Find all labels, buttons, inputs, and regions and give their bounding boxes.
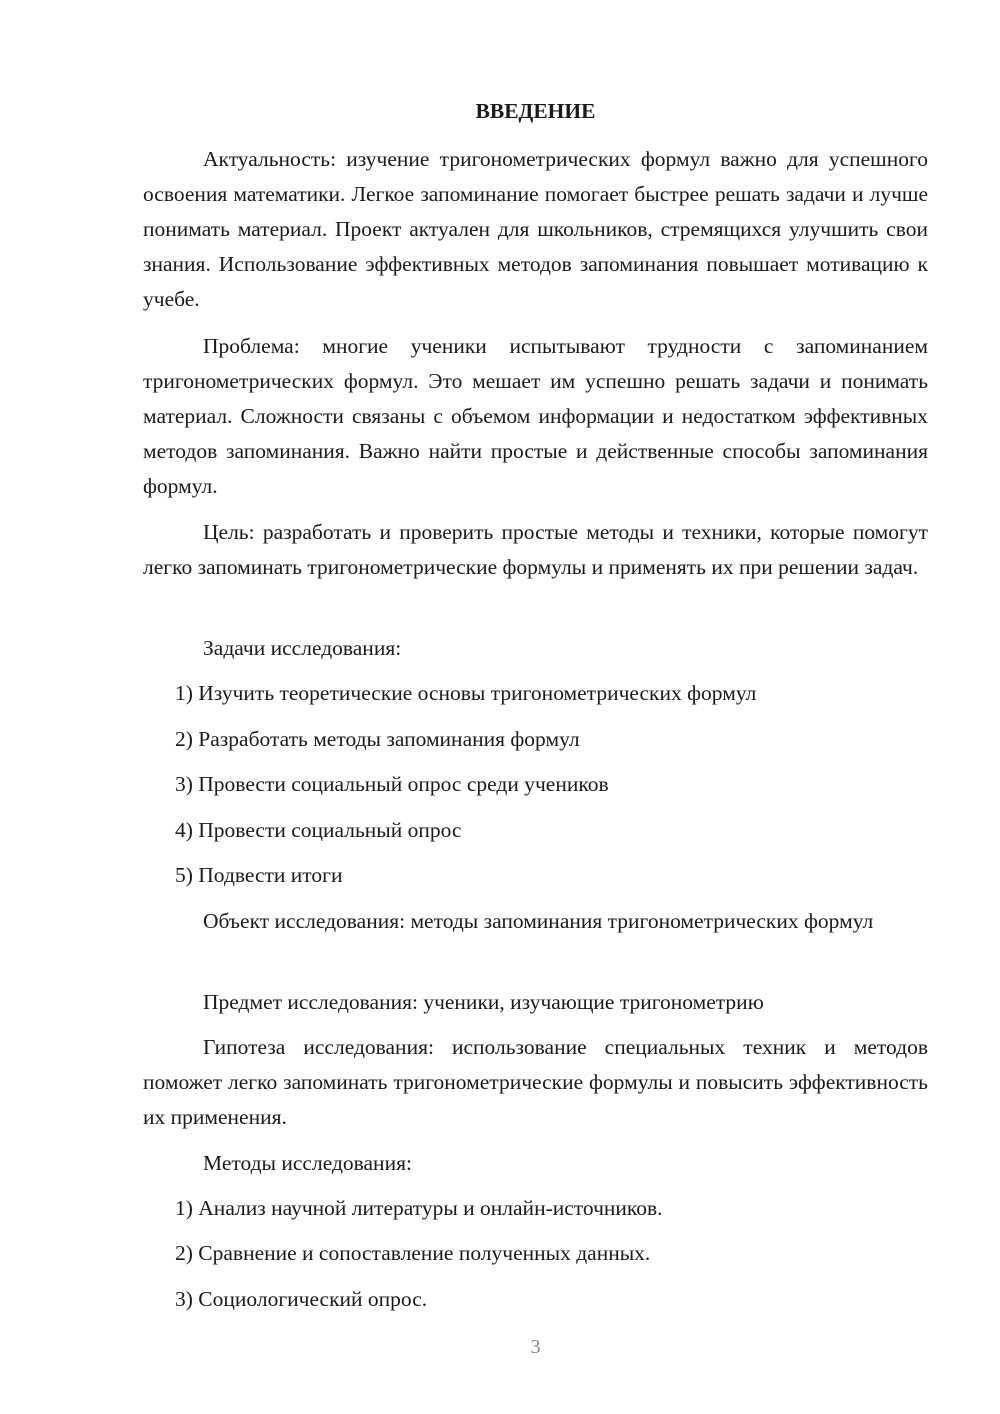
- method-item-1: 1) Анализ научной литературы и онлайн-источников.: [175, 1196, 663, 1220]
- task-item-5: 5) Подвести итоги: [175, 863, 343, 887]
- relevance-paragraph: Актуальность: изучение тригонометрических формул важно для успешного освоения математики. Легкое запоминание помогает быстрее решать задачи и лучше понимать материал. Проект актуален для школьников, стремящихся улучшить свои знания. Использование эффективных методов запоминания повышает мотивацию к учебе.: [143, 147, 928, 311]
- tasks-label: Задачи исследования:: [203, 636, 402, 660]
- method-item-2: 2) Сравнение и сопоставление полученных данных.: [175, 1241, 651, 1265]
- problem-paragraph: Проблема: многие ученики испытывают трудности с запоминанием тригонометрических формул. Это мешает им успешно решать задачи и понимать материал. Сложности связаны с объемом информации и недостатком эффективных методов запоминания. Важно найти простые и действенные способы запоминания формул.: [143, 334, 928, 498]
- methods-label: Методы исследования:: [203, 1151, 412, 1175]
- object-paragraph: Объект исследования: методы запоминания тригонометрических формул: [203, 909, 874, 933]
- hypothesis-paragraph: Гипотеза исследования: использование специальных техник и методов поможет легко запоминать тригонометрические формулы и повысить эффективность их применения.: [143, 1035, 928, 1129]
- task-item-4: 4) Провести социальный опрос: [175, 818, 462, 842]
- task-item-1: 1) Изучить теоретические основы тригонометрических формул: [175, 681, 757, 705]
- page-number: 3: [530, 1336, 541, 1358]
- goal-paragraph: Цель: разработать и проверить простые методы и техники, которые помогут легко запоминать тригонометрические формулы и применять их при решении задач.: [143, 520, 928, 579]
- task-item-2: 2) Разработать методы запоминания формул: [175, 727, 580, 751]
- task-item-3: 3) Провести социальный опрос среди учеников: [175, 772, 609, 796]
- section-heading: ВВЕДЕНИЕ: [475, 99, 596, 123]
- method-item-3: 3) Социологический опрос.: [175, 1287, 428, 1311]
- subject-paragraph: Предмет исследования: ученики, изучающие тригонометрию: [203, 990, 764, 1014]
